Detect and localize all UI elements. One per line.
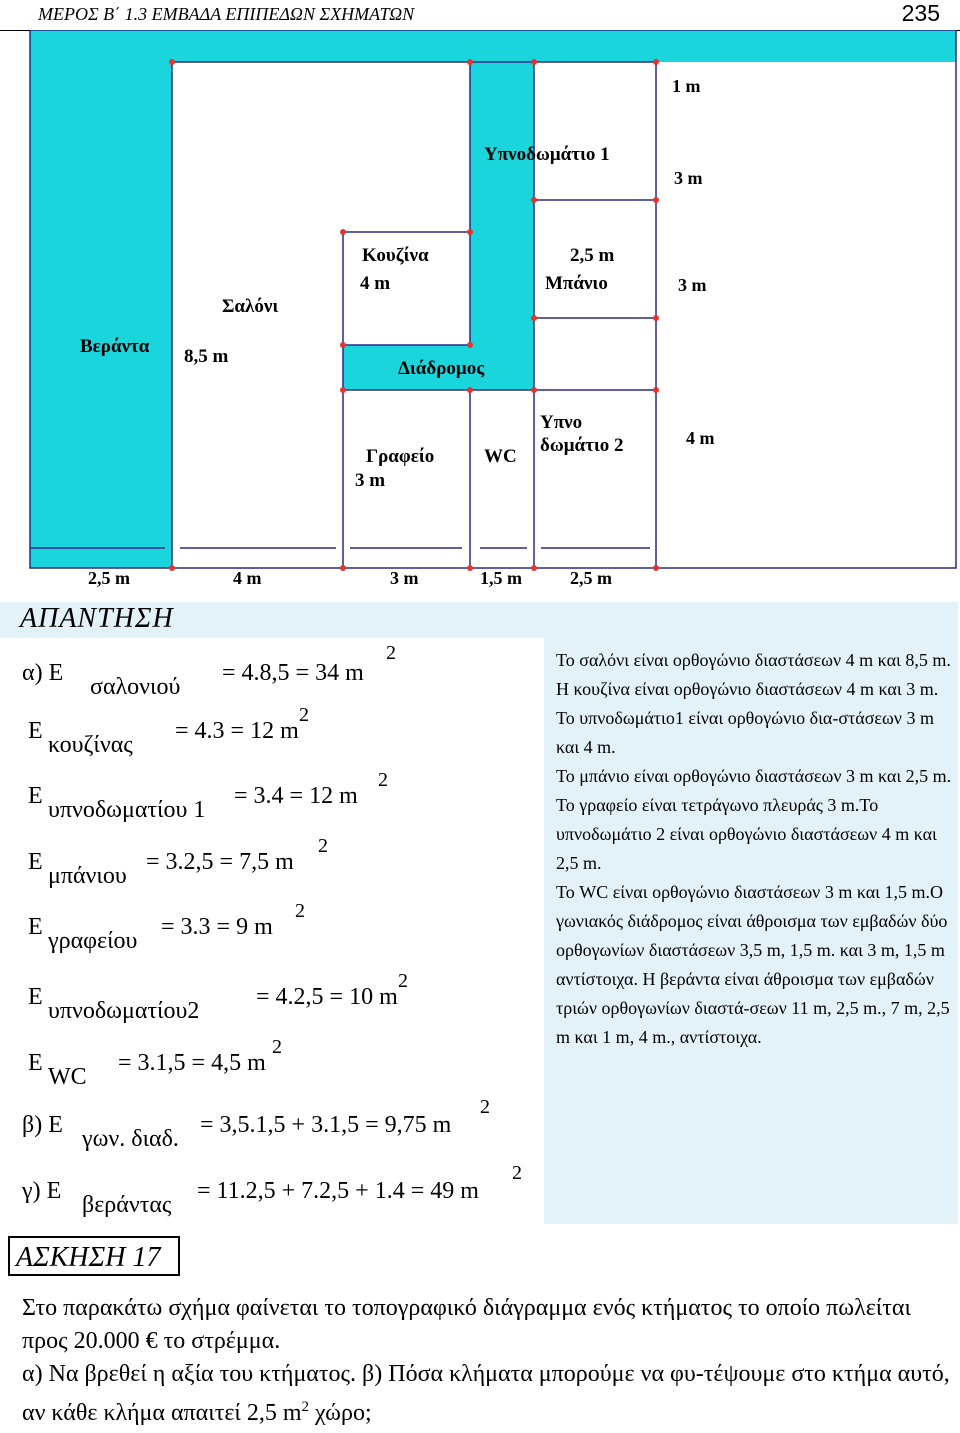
living-dimension: 8,5 m bbox=[184, 346, 229, 367]
eq-superscript: 2 bbox=[398, 970, 408, 992]
exercise-line-2-sup: 2 bbox=[301, 1399, 310, 1415]
eq-expression: = 3,5.1,5 + 3.1,5 = 9,75 m bbox=[200, 1112, 452, 1138]
eq-prefix: Ε bbox=[28, 984, 43, 1010]
eq-superscript: 2 bbox=[272, 1036, 282, 1058]
eq-superscript: 2 bbox=[299, 704, 309, 726]
eq-expression: = 4.8,5 = 34 m bbox=[222, 660, 364, 686]
veranda-left-strip bbox=[30, 30, 172, 568]
equation-bedroom1 bbox=[28, 769, 388, 823]
exercise-line-2-main: α) Να βρεθεί η αξία του κτήματος. β) Πόσα κλήματα μπορούμε να φυ-τέψουμε στο κτήμα αυτό, αν κάθε κλήμα απαιτεί 2,5 m bbox=[22, 1361, 950, 1426]
veranda-top-right bbox=[658, 30, 956, 62]
bottom-dimension: 3 m bbox=[390, 568, 419, 588]
eq-subscript: σαλονιού bbox=[90, 674, 181, 700]
equation-bath bbox=[28, 835, 328, 889]
note-paragraph: Το μπάνιο είναι ορθογώνιο διαστάσεων 3 m και 2,5 m. bbox=[556, 766, 952, 786]
exercise-line-2 bbox=[22, 1358, 952, 1430]
equation-bedroom2 bbox=[28, 970, 408, 1024]
eq-subscript: γων. διαδ. bbox=[82, 1126, 179, 1152]
right-dimension: 3 m bbox=[678, 275, 707, 295]
room-label-bath: Μπάνιο bbox=[545, 273, 608, 294]
room-label-office: Γραφείο bbox=[366, 446, 435, 467]
floor-plan bbox=[0, 30, 960, 600]
eq-expression: = 3.2,5 = 7,5 m bbox=[146, 849, 294, 875]
exercise-line-2-end: χώρο; bbox=[309, 1400, 372, 1426]
exercise-line-1: Στο παρακάτω σχήμα φαίνεται το τοπογραφικό διάγραμμα ενός κτήματος το οποίο πωλείται προς 20.000 € το στρέμμα. bbox=[22, 1295, 911, 1354]
bath-dimension: 2,5 m bbox=[570, 245, 615, 266]
note-paragraph: Η κουζίνα είναι ορθογώνιο διαστάσεων 4 m και 3 m. bbox=[556, 679, 939, 699]
page-header bbox=[0, 0, 960, 31]
room-label-corridor: Διάδρομος bbox=[398, 358, 485, 379]
right-dimension: 4 m bbox=[686, 428, 715, 448]
room-label-living: Σαλόνι bbox=[222, 296, 279, 317]
room-label-veranda: Βεράντα bbox=[80, 336, 150, 357]
eq-subscript: υπνοδωματίου 1 bbox=[48, 797, 206, 823]
note-paragraph: Το WC είναι ορθογώνιο διαστάσεων 3 m και 1,5 m.Ο γωνιακός διάδρομος είναι άθροισμα των εμβαδών δύο ορθογωνίων διαστάσεων 3,5 m, 1,5 m. και 3 m, 1,5 m αντίστοιχα. Η βεράντα είναι άθροισμα των εμβαδών τριών ορθογωνίων διαστά-σεων 11 m, 2,5 m., 7 m, 2,5 m και 1 m, 4 m., αντίστοιχα. bbox=[556, 882, 950, 1047]
bottom-dimension: 1,5 m bbox=[480, 568, 522, 588]
eq-prefix: α) Ε bbox=[22, 660, 64, 686]
exercise-text bbox=[22, 1292, 952, 1430]
eq-subscript: μπάνιου bbox=[48, 863, 127, 889]
office-dimension: 3 m bbox=[355, 470, 386, 491]
eq-superscript: 2 bbox=[318, 835, 328, 857]
equation-wc bbox=[28, 1036, 282, 1090]
bottom-dimension: 4 m bbox=[233, 568, 262, 588]
page-number: 235 bbox=[901, 0, 940, 26]
eq-subscript: WC bbox=[48, 1064, 87, 1090]
note-paragraph: Το γραφείο είναι τετράγωνο πλευράς 3 m.Το υπνοδωμάτιο 2 είναι ορθογώνιο διαστάσεων 4 m και 2,5 m. bbox=[556, 795, 937, 873]
equation-living bbox=[22, 642, 396, 700]
kitchen-dimension: 4 m bbox=[360, 273, 391, 294]
note-paragraph: Το υπνοδωμάτιο1 είναι ορθογώνιο δια-στάσεων 3 m και 4 m. bbox=[556, 708, 934, 757]
room-label-wc: WC bbox=[484, 446, 517, 467]
eq-prefix: γ) Ε bbox=[22, 1178, 62, 1204]
eq-superscript: 2 bbox=[512, 1162, 522, 1184]
room-label-kitchen: Κουζίνα bbox=[362, 245, 429, 266]
bottom-dimension: 2,5 m bbox=[88, 568, 130, 588]
eq-expression: = 3.4 = 12 m bbox=[234, 783, 358, 809]
exercise-title: ΑΣΚΗΣΗ 17 bbox=[8, 1236, 180, 1276]
eq-expression: = 4.3 = 12 m bbox=[175, 718, 299, 744]
eq-expression: = 3.3 = 9 m bbox=[161, 914, 273, 940]
equation-office bbox=[28, 900, 305, 954]
bottom-dimension: 2,5 m bbox=[570, 568, 612, 588]
room-label-bedroom2: Υπνο bbox=[540, 412, 583, 433]
eq-subscript: κουζίνας bbox=[48, 732, 133, 758]
room-label-bedroom2-cont: δωμάτιο 2 bbox=[540, 435, 624, 456]
eq-prefix: Ε bbox=[28, 914, 43, 940]
eq-prefix: Ε bbox=[28, 849, 43, 875]
equation-corridor bbox=[22, 1096, 490, 1152]
room-label-bedroom1: Υπνοδωμάτιο 1 bbox=[484, 144, 610, 165]
eq-subscript: γραφείου bbox=[48, 928, 138, 954]
right-dimension: 3 m bbox=[674, 168, 703, 188]
header-title: ΜΕΡΟΣ Β΄ 1.3 ΕΜΒΑΔΑ ΕΠΙΠΕΔΩΝ ΣΧΗΜΑΤΩΝ bbox=[38, 4, 415, 24]
eq-superscript: 2 bbox=[295, 900, 305, 922]
right-dimension: 1 m bbox=[672, 76, 701, 96]
equation-veranda bbox=[22, 1162, 522, 1218]
eq-superscript: 2 bbox=[386, 642, 396, 664]
eq-prefix: Ε bbox=[28, 783, 43, 809]
eq-prefix: β) Ε bbox=[22, 1112, 63, 1138]
eq-expression: = 11.2,5 + 7.2,5 + 1.4 = 49 m bbox=[197, 1178, 479, 1204]
eq-superscript: 2 bbox=[480, 1096, 490, 1118]
answer-title: ΑΠΑΝΤΗΣΗ bbox=[20, 603, 174, 634]
corridor-vertical bbox=[470, 30, 534, 345]
eq-expression: = 3.1,5 = 4,5 m bbox=[118, 1050, 266, 1076]
equation-kitchen bbox=[28, 704, 309, 758]
eq-superscript: 2 bbox=[378, 769, 388, 791]
eq-subscript: βεράντας bbox=[82, 1192, 172, 1218]
explanation-box bbox=[544, 638, 958, 1224]
eq-expression: = 4.2,5 = 10 m bbox=[256, 984, 398, 1010]
eq-prefix: Ε bbox=[28, 1050, 43, 1076]
eq-subscript: υπνοδωματίου2 bbox=[48, 998, 200, 1024]
veranda-area bbox=[30, 30, 956, 568]
note-paragraph: Το σαλόνι είναι ορθογώνιο διαστάσεων 4 m και 8,5 m. bbox=[556, 650, 951, 670]
eq-prefix: Ε bbox=[28, 718, 43, 744]
